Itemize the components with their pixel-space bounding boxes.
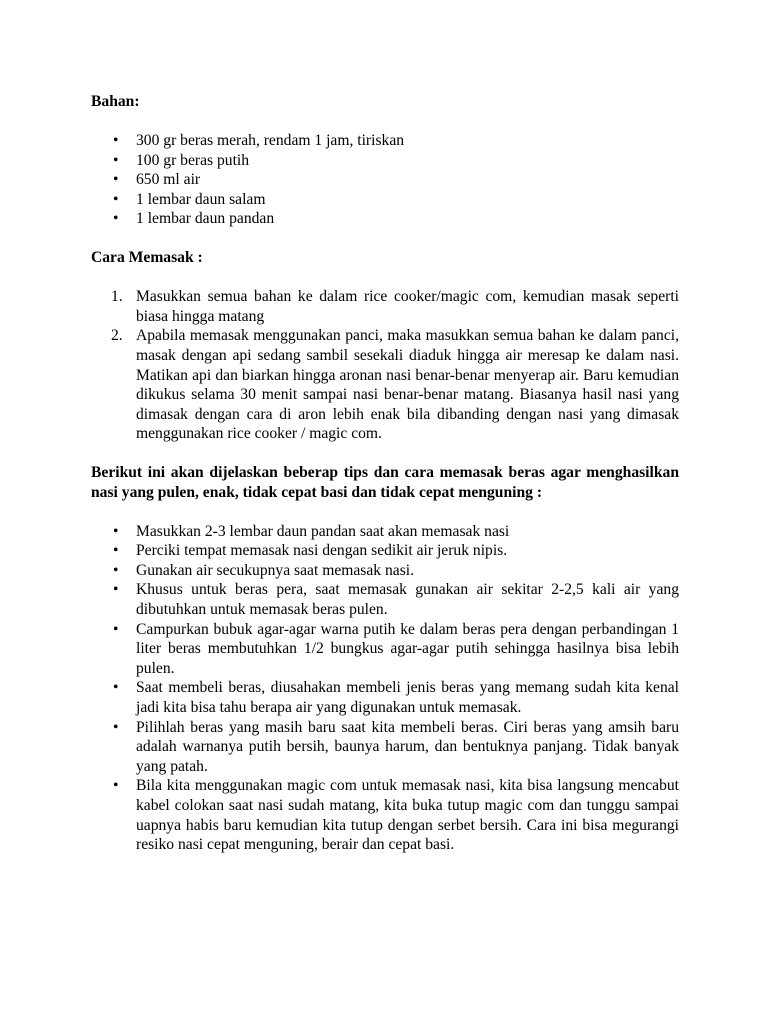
- bahan-item: • 100 gr beras putih: [91, 151, 679, 171]
- step-text: Masukkan semua bahan ke dalam rice cooker/magic com, kemudian masak seperti biasa hingga matang: [136, 288, 679, 325]
- bahan-item: • 300 gr beras merah, rendam 1 jam, tiriskan: [91, 131, 679, 151]
- bahan-heading: Bahan:: [91, 93, 140, 110]
- cara-memasak-list: [91, 287, 679, 444]
- bahan-list: [91, 131, 679, 229]
- tips-heading: Berikut ini akan dijelaskan beberap tips dan cara memasak beras agar menghasilkan nasi yang pulen, enak, tidak cepat basi dan tidak cepat menguning :: [91, 463, 679, 501]
- cara-step: [91, 326, 679, 444]
- tips-item: • Campurkan bubuk agar-agar warna putih ke dalam beras pera dengan perbandingan 1 liter beras membutuhkan 1/2 bungkus agar-agar putih sehingga hasilnya bisa lebih pulen.: [91, 620, 679, 679]
- tips-item: • Saat membeli beras, diusahakan membeli jenis beras yang memang sudah kita kenal jadi kita bisa tahu berapa air yang digunakan untuk memasak.: [91, 678, 679, 717]
- bahan-item: • 1 lembar daun pandan: [91, 209, 679, 229]
- document-page: [91, 92, 679, 855]
- tips-item: • Pilihlah beras yang masih baru saat kita membeli beras. Ciri beras yang amsih baru adalah warnanya putih bersih, baunya harum, dan bentuknya panjang. Tidak banyak yang patah.: [91, 718, 679, 777]
- tips-item: • Perciki tempat memasak nasi dengan sedikit air jeruk nipis.: [91, 541, 679, 561]
- tips-item: • Khusus untuk beras pera, saat memasak gunakan air sekitar 2-2,5 kali air yang dibutuhkan untuk memasak beras pulen.: [91, 580, 679, 619]
- bahan-item: • 1 lembar daun salam: [91, 190, 679, 210]
- tips-item: • Gunakan air secukupnya saat memasak nasi.: [91, 561, 679, 581]
- step-text: Apabila memasak menggunakan panci, maka masukkan semua bahan ke dalam panci, masak dengan api sedang sambil sesekali diaduk hingga air meresap ke dalam nasi. Matikan api dan biarkan hingga aronan nasi benar-benar menyerap air. Baru kemudian dikukus selama 30 menit sampai nasi benar-benar matang. Biasanya hasil nasi yang dimasak dengan cara di aron lebih enak bila dibanding dengan nasi yang dimasak menggunakan rice cooker / magic com.: [136, 327, 679, 443]
- step-number: 2.: [111, 327, 123, 345]
- tips-item: • Masukkan 2-3 lembar daun pandan saat akan memasak nasi: [91, 522, 679, 542]
- bahan-item: • 650 ml air: [91, 170, 679, 190]
- step-number: 1.: [111, 288, 123, 306]
- tips-item: • Bila kita menggunakan magic com untuk memasak nasi, kita bisa langsung mencabut kabel colokan saat nasi sudah matang, kita buka tutup magic com dan tunggu sampai uapnya habis baru kemudian kita tutup dengan serbet bersih. Cara ini bisa megurangi resiko nasi cepat menguning, berair dan cepat basi.: [91, 776, 679, 854]
- cara-memasak-heading: Cara Memasak :: [91, 249, 203, 267]
- cara-step: [91, 287, 679, 326]
- tips-list: [91, 522, 679, 855]
